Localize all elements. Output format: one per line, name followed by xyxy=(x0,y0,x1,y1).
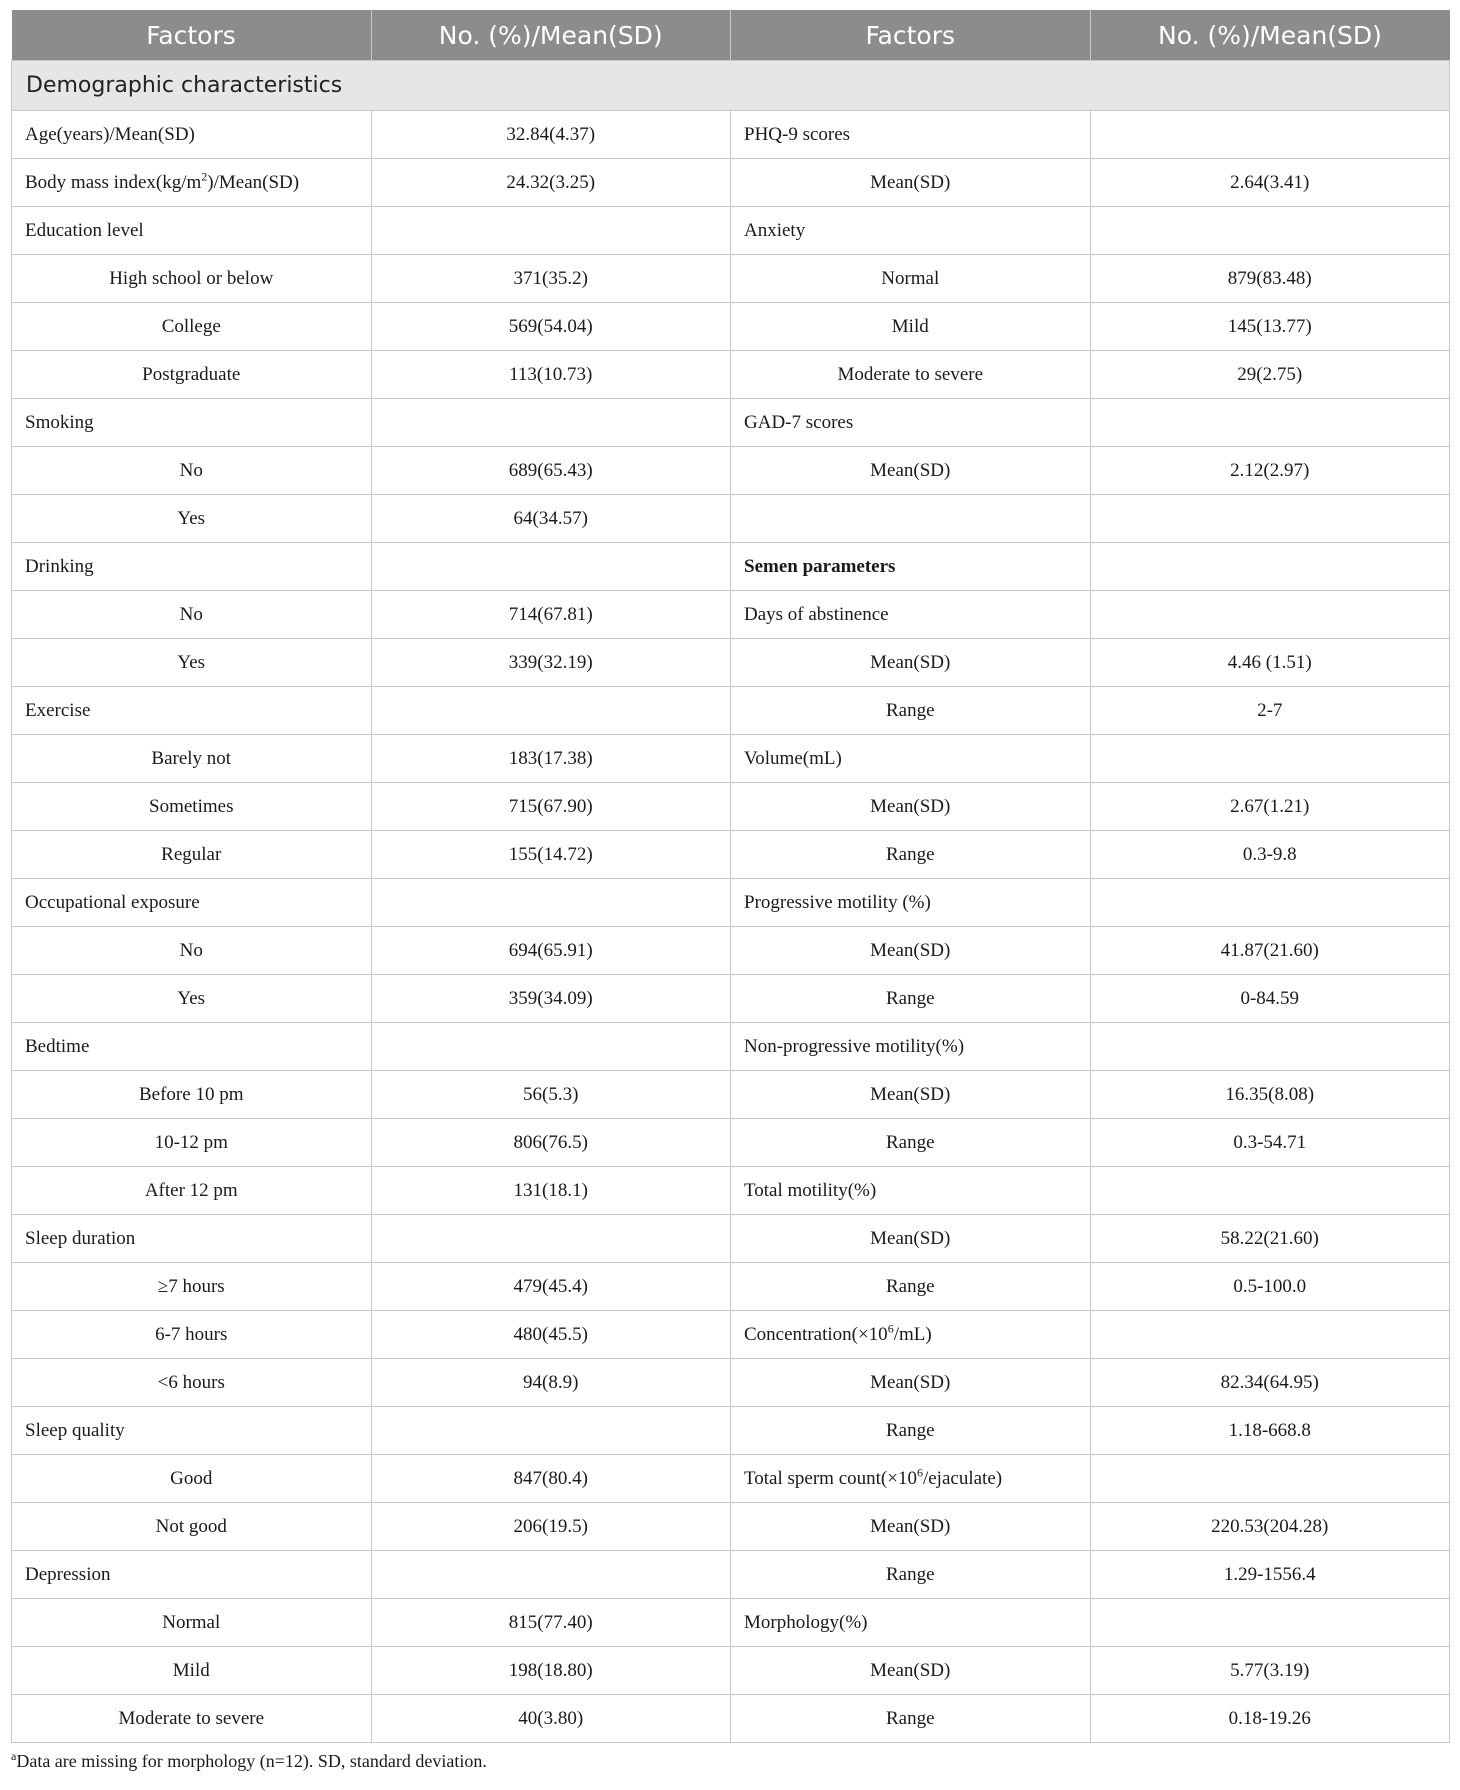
value-cell-right xyxy=(1090,1023,1450,1071)
factor-label: Morphology(%) xyxy=(744,1611,868,1633)
value-cell-left xyxy=(371,207,731,255)
factor-cell-left xyxy=(12,1407,372,1455)
factor-cell-right xyxy=(731,1167,1091,1215)
table-row xyxy=(12,591,1450,639)
table-row xyxy=(12,735,1450,783)
value-cell-right xyxy=(1090,591,1450,639)
factor-cell-left xyxy=(12,783,372,831)
value-cell-left xyxy=(371,879,731,927)
table-row xyxy=(12,1599,1450,1647)
value-cell-left: 847(80.4) xyxy=(371,1455,731,1503)
factor-cell-left xyxy=(12,975,372,1023)
factor-label-suffix: /ejaculate) xyxy=(922,1467,1003,1489)
factor-label: College xyxy=(161,315,221,337)
factor-label: Not good xyxy=(155,1515,227,1537)
table-row xyxy=(12,303,1450,351)
factor-cell-left xyxy=(12,639,372,687)
factor-label: Mean(SD) xyxy=(870,939,951,961)
factor-cell-right xyxy=(731,591,1091,639)
factor-cell-right xyxy=(731,1599,1091,1647)
value-cell-right: 2.12(2.97) xyxy=(1090,447,1450,495)
value-cell-right xyxy=(1090,1167,1450,1215)
value-cell-right xyxy=(1090,735,1450,783)
factor-label: Good xyxy=(170,1467,213,1489)
factor-label: Progressive motility (%) xyxy=(744,891,931,913)
table-row xyxy=(12,1407,1450,1455)
value-cell-left: 806(76.5) xyxy=(371,1119,731,1167)
factor-cell-right xyxy=(731,639,1091,687)
factor-label: Drinking xyxy=(25,555,94,577)
value-cell-right xyxy=(1090,495,1450,543)
value-cell-right xyxy=(1090,207,1450,255)
factor-label: Before 10 pm xyxy=(139,1083,244,1105)
factor-cell-left xyxy=(12,351,372,399)
factor-label: Range xyxy=(885,699,935,721)
factor-label: Mild xyxy=(172,1659,210,1681)
factor-cell-right xyxy=(731,1407,1091,1455)
factor-label: Smoking xyxy=(25,411,94,433)
factor-label: Sometimes xyxy=(149,795,234,817)
header-factors-right: Factors xyxy=(731,10,1091,61)
value-cell-left: 479(45.4) xyxy=(371,1263,731,1311)
factor-label: Yes xyxy=(177,987,206,1009)
factor-label: Total sperm count(×10 xyxy=(744,1467,917,1489)
value-cell-left: 689(65.43) xyxy=(371,447,731,495)
value-cell-right xyxy=(1090,1311,1450,1359)
value-cell-right xyxy=(1090,543,1450,591)
value-cell-left: 56(5.3) xyxy=(371,1071,731,1119)
factor-label: Range xyxy=(885,843,935,865)
factor-cell-right xyxy=(731,927,1091,975)
factor-label: ≥7 hours xyxy=(157,1275,225,1297)
value-cell-left: 32.84(4.37) xyxy=(371,111,731,159)
factor-cell-right xyxy=(731,351,1091,399)
factor-label: Regular xyxy=(161,843,222,865)
factor-label: Yes xyxy=(177,507,206,529)
value-cell-left: 94(8.9) xyxy=(371,1359,731,1407)
factor-cell-left xyxy=(12,255,372,303)
factor-label: Body mass index(kg/m xyxy=(25,171,202,193)
factor-superscript: 6 xyxy=(916,1465,923,1480)
table-row xyxy=(12,927,1450,975)
table-row xyxy=(12,783,1450,831)
value-cell-left: 40(3.80) xyxy=(371,1695,731,1743)
table-row xyxy=(12,255,1450,303)
factor-cell-right xyxy=(731,1695,1091,1743)
factor-label: Mean(SD) xyxy=(870,1083,951,1105)
factor-cell-left xyxy=(12,1119,372,1167)
value-cell-left xyxy=(371,1215,731,1263)
table-row xyxy=(12,159,1450,207)
factor-label: GAD-7 scores xyxy=(744,411,854,433)
factor-cell-left xyxy=(12,1071,372,1119)
table-row xyxy=(12,399,1450,447)
factor-label: No xyxy=(179,459,203,481)
factor-label: Exercise xyxy=(25,699,91,721)
factor-label: Mild xyxy=(891,315,929,337)
factor-label: 6-7 hours xyxy=(155,1323,228,1345)
factor-label: Sleep quality xyxy=(25,1419,125,1441)
factor-label: Mean(SD) xyxy=(870,1227,951,1249)
section-title: Demographic characteristics xyxy=(12,61,1450,111)
factor-cell-right xyxy=(731,447,1091,495)
factor-cell-left xyxy=(12,591,372,639)
table-row xyxy=(12,447,1450,495)
value-cell-right: 1.18-668.8 xyxy=(1090,1407,1450,1455)
factor-cell-left xyxy=(12,1647,372,1695)
factor-cell-left xyxy=(12,303,372,351)
factor-cell-right xyxy=(731,1263,1091,1311)
factor-cell-right xyxy=(731,207,1091,255)
factor-cell-right xyxy=(731,111,1091,159)
table-row xyxy=(12,1119,1450,1167)
factor-label-suffix: )/Mean(SD) xyxy=(207,171,300,193)
value-cell-left: 715(67.90) xyxy=(371,783,731,831)
value-cell-right: 16.35(8.08) xyxy=(1090,1071,1450,1119)
header-value-right: No. (%)/Mean(SD) xyxy=(1090,10,1450,61)
table-row xyxy=(12,351,1450,399)
value-cell-left xyxy=(371,543,731,591)
table-row xyxy=(12,1695,1450,1743)
value-cell-right: 41.87(21.60) xyxy=(1090,927,1450,975)
value-cell-left: 24.32(3.25) xyxy=(371,159,731,207)
factor-cell-right xyxy=(731,495,1091,543)
factor-label: Postgraduate xyxy=(142,363,241,385)
factor-superscript: 6 xyxy=(887,1321,894,1336)
table-row xyxy=(12,111,1450,159)
factor-label: Mean(SD) xyxy=(870,459,951,481)
header-factors-left: Factors xyxy=(12,10,372,61)
factor-cell-left xyxy=(12,447,372,495)
factor-label: Moderate to severe xyxy=(118,1707,265,1729)
value-cell-left xyxy=(371,399,731,447)
value-cell-right: 5.77(3.19) xyxy=(1090,1647,1450,1695)
table-row xyxy=(12,1263,1450,1311)
value-cell-left: 359(34.09) xyxy=(371,975,731,1023)
factor-cell-left xyxy=(12,1167,372,1215)
factor-cell-right xyxy=(731,783,1091,831)
factor-cell-right xyxy=(731,975,1091,1023)
value-cell-left: 198(18.80) xyxy=(371,1647,731,1695)
value-cell-right: 0.5-100.0 xyxy=(1090,1263,1450,1311)
factor-label: Mean(SD) xyxy=(870,1515,951,1537)
value-cell-right xyxy=(1090,1599,1450,1647)
value-cell-right: 0.3-54.71 xyxy=(1090,1119,1450,1167)
footnote xyxy=(11,1751,1450,1772)
value-cell-left: 694(65.91) xyxy=(371,927,731,975)
value-cell-left xyxy=(371,1551,731,1599)
table-row xyxy=(12,831,1450,879)
table-row xyxy=(12,1167,1450,1215)
factor-cell-left xyxy=(12,1359,372,1407)
header-row xyxy=(12,10,1450,61)
factor-label: Total motility(%) xyxy=(744,1179,877,1201)
factor-cell-right xyxy=(731,1455,1091,1503)
table-row xyxy=(12,1647,1450,1695)
value-cell-right: 2-7 xyxy=(1090,687,1450,735)
value-cell-left: 131(18.1) xyxy=(371,1167,731,1215)
factor-label: Concentration(×10 xyxy=(744,1323,888,1345)
value-cell-right xyxy=(1090,399,1450,447)
section-row xyxy=(12,61,1450,111)
factor-label: Range xyxy=(885,1275,935,1297)
factor-label: Occupational exposure xyxy=(25,891,200,913)
factor-cell-right xyxy=(731,879,1091,927)
table-row xyxy=(12,1503,1450,1551)
factor-label: 10-12 pm xyxy=(154,1131,228,1153)
value-cell-right: 2.64(3.41) xyxy=(1090,159,1450,207)
value-cell-right: 1.29-1556.4 xyxy=(1090,1551,1450,1599)
factor-label: Range xyxy=(885,1419,935,1441)
factor-label-suffix: /mL) xyxy=(893,1323,932,1345)
factor-label: Range xyxy=(885,1563,935,1585)
footnote-marker: a xyxy=(11,1749,17,1763)
factor-label: Semen parameters xyxy=(744,555,896,577)
factor-label: Non-progressive motility(%) xyxy=(744,1035,965,1057)
factor-label: After 12 pm xyxy=(144,1179,238,1201)
factor-cell-left xyxy=(12,1695,372,1743)
factor-cell-left xyxy=(12,1503,372,1551)
value-cell-left xyxy=(371,687,731,735)
value-cell-left: 569(54.04) xyxy=(371,303,731,351)
table-row xyxy=(12,543,1450,591)
value-cell-right: 82.34(64.95) xyxy=(1090,1359,1450,1407)
factor-cell-right xyxy=(731,255,1091,303)
factor-label: Volume(mL) xyxy=(744,747,842,769)
value-cell-right: 4.46 (1.51) xyxy=(1090,639,1450,687)
value-cell-left: 714(67.81) xyxy=(371,591,731,639)
table-row xyxy=(12,1023,1450,1071)
factor-cell-right xyxy=(731,159,1091,207)
table-container xyxy=(11,10,1450,1772)
value-cell-left: 113(10.73) xyxy=(371,351,731,399)
table-row xyxy=(12,1551,1450,1599)
factor-label: Bedtime xyxy=(25,1035,90,1057)
factor-label: Normal xyxy=(162,1611,221,1633)
value-cell-left: 815(77.40) xyxy=(371,1599,731,1647)
factor-cell-right xyxy=(731,1311,1091,1359)
value-cell-right xyxy=(1090,111,1450,159)
factor-label: No xyxy=(179,939,203,961)
table-row xyxy=(12,879,1450,927)
table-row xyxy=(12,1311,1450,1359)
value-cell-right: 145(13.77) xyxy=(1090,303,1450,351)
factor-cell-left xyxy=(12,1023,372,1071)
factor-label: Depression xyxy=(25,1563,111,1585)
factor-cell-right xyxy=(731,1215,1091,1263)
factor-label: Mean(SD) xyxy=(870,651,951,673)
factor-cell-left xyxy=(12,735,372,783)
value-cell-right: 0.3-9.8 xyxy=(1090,831,1450,879)
factor-label: Moderate to severe xyxy=(837,363,984,385)
factor-cell-right xyxy=(731,735,1091,783)
factor-cell-right xyxy=(731,1119,1091,1167)
table-row xyxy=(12,1455,1450,1503)
factor-cell-left xyxy=(12,159,372,207)
factor-cell-left xyxy=(12,1599,372,1647)
factor-label: <6 hours xyxy=(157,1371,225,1393)
factor-cell-left xyxy=(12,111,372,159)
data-table xyxy=(11,10,1450,1743)
value-cell-left: 64(34.57) xyxy=(371,495,731,543)
factor-cell-left xyxy=(12,495,372,543)
table-row xyxy=(12,1215,1450,1263)
table-row xyxy=(12,207,1450,255)
factor-label: Education level xyxy=(25,219,144,241)
table-row xyxy=(12,495,1450,543)
factor-label: Days of abstinence xyxy=(744,603,889,625)
value-cell-right xyxy=(1090,879,1450,927)
factor-label: Mean(SD) xyxy=(870,1659,951,1681)
value-cell-right: 0.18-19.26 xyxy=(1090,1695,1450,1743)
factor-label: Anxiety xyxy=(744,219,806,241)
value-cell-right: 58.22(21.60) xyxy=(1090,1215,1450,1263)
factor-superscript: 2 xyxy=(201,169,208,184)
factor-label: PHQ-9 scores xyxy=(744,123,851,145)
table-row xyxy=(12,975,1450,1023)
factor-label: Yes xyxy=(177,651,206,673)
value-cell-left: 183(17.38) xyxy=(371,735,731,783)
factor-label: Mean(SD) xyxy=(870,795,951,817)
value-cell-left: 339(32.19) xyxy=(371,639,731,687)
factor-cell-left xyxy=(12,879,372,927)
footnote-text: Data are missing for morphology (n=12). SD, standard deviation. xyxy=(16,1751,487,1771)
factor-cell-left xyxy=(12,1311,372,1359)
factor-cell-right xyxy=(731,1551,1091,1599)
factor-cell-right xyxy=(731,687,1091,735)
factor-cell-left xyxy=(12,543,372,591)
factor-cell-right xyxy=(731,399,1091,447)
value-cell-left: 371(35.2) xyxy=(371,255,731,303)
value-cell-left xyxy=(371,1023,731,1071)
factor-cell-right xyxy=(731,1647,1091,1695)
factor-label: Mean(SD) xyxy=(870,171,951,193)
value-cell-right: 29(2.75) xyxy=(1090,351,1450,399)
factor-cell-right xyxy=(731,1503,1091,1551)
header-value-left: No. (%)/Mean(SD) xyxy=(371,10,731,61)
value-cell-left: 155(14.72) xyxy=(371,831,731,879)
factor-label: No xyxy=(179,603,203,625)
factor-label: Normal xyxy=(881,267,940,289)
factor-cell-left xyxy=(12,1215,372,1263)
table-row xyxy=(12,1359,1450,1407)
value-cell-right: 0-84.59 xyxy=(1090,975,1450,1023)
factor-label: Barely not xyxy=(151,747,232,769)
factor-label: Range xyxy=(885,1131,935,1153)
factor-cell-left xyxy=(12,207,372,255)
value-cell-left: 206(19.5) xyxy=(371,1503,731,1551)
factor-cell-right xyxy=(731,1071,1091,1119)
value-cell-right: 2.67(1.21) xyxy=(1090,783,1450,831)
factor-cell-left xyxy=(12,399,372,447)
factor-cell-right xyxy=(731,1359,1091,1407)
value-cell-right: 879(83.48) xyxy=(1090,255,1450,303)
factor-cell-right xyxy=(731,831,1091,879)
value-cell-right: 220.53(204.28) xyxy=(1090,1503,1450,1551)
factor-label: Range xyxy=(885,987,935,1009)
value-cell-left xyxy=(371,1407,731,1455)
factor-cell-left xyxy=(12,1455,372,1503)
table-row xyxy=(12,687,1450,735)
value-cell-left: 480(45.5) xyxy=(371,1311,731,1359)
factor-cell-right xyxy=(731,543,1091,591)
factor-cell-left xyxy=(12,927,372,975)
table-row xyxy=(12,1071,1450,1119)
factor-cell-left xyxy=(12,831,372,879)
factor-cell-left xyxy=(12,1263,372,1311)
table-row xyxy=(12,639,1450,687)
factor-label: Sleep duration xyxy=(25,1227,136,1249)
factor-label: Range xyxy=(885,1707,935,1729)
factor-cell-left xyxy=(12,1551,372,1599)
factor-cell-right xyxy=(731,1023,1091,1071)
factor-label: High school or below xyxy=(109,267,274,289)
factor-cell-left xyxy=(12,687,372,735)
factor-label: Age(years)/Mean(SD) xyxy=(25,123,195,145)
factor-label: Mean(SD) xyxy=(870,1371,951,1393)
value-cell-right xyxy=(1090,1455,1450,1503)
factor-cell-right xyxy=(731,303,1091,351)
